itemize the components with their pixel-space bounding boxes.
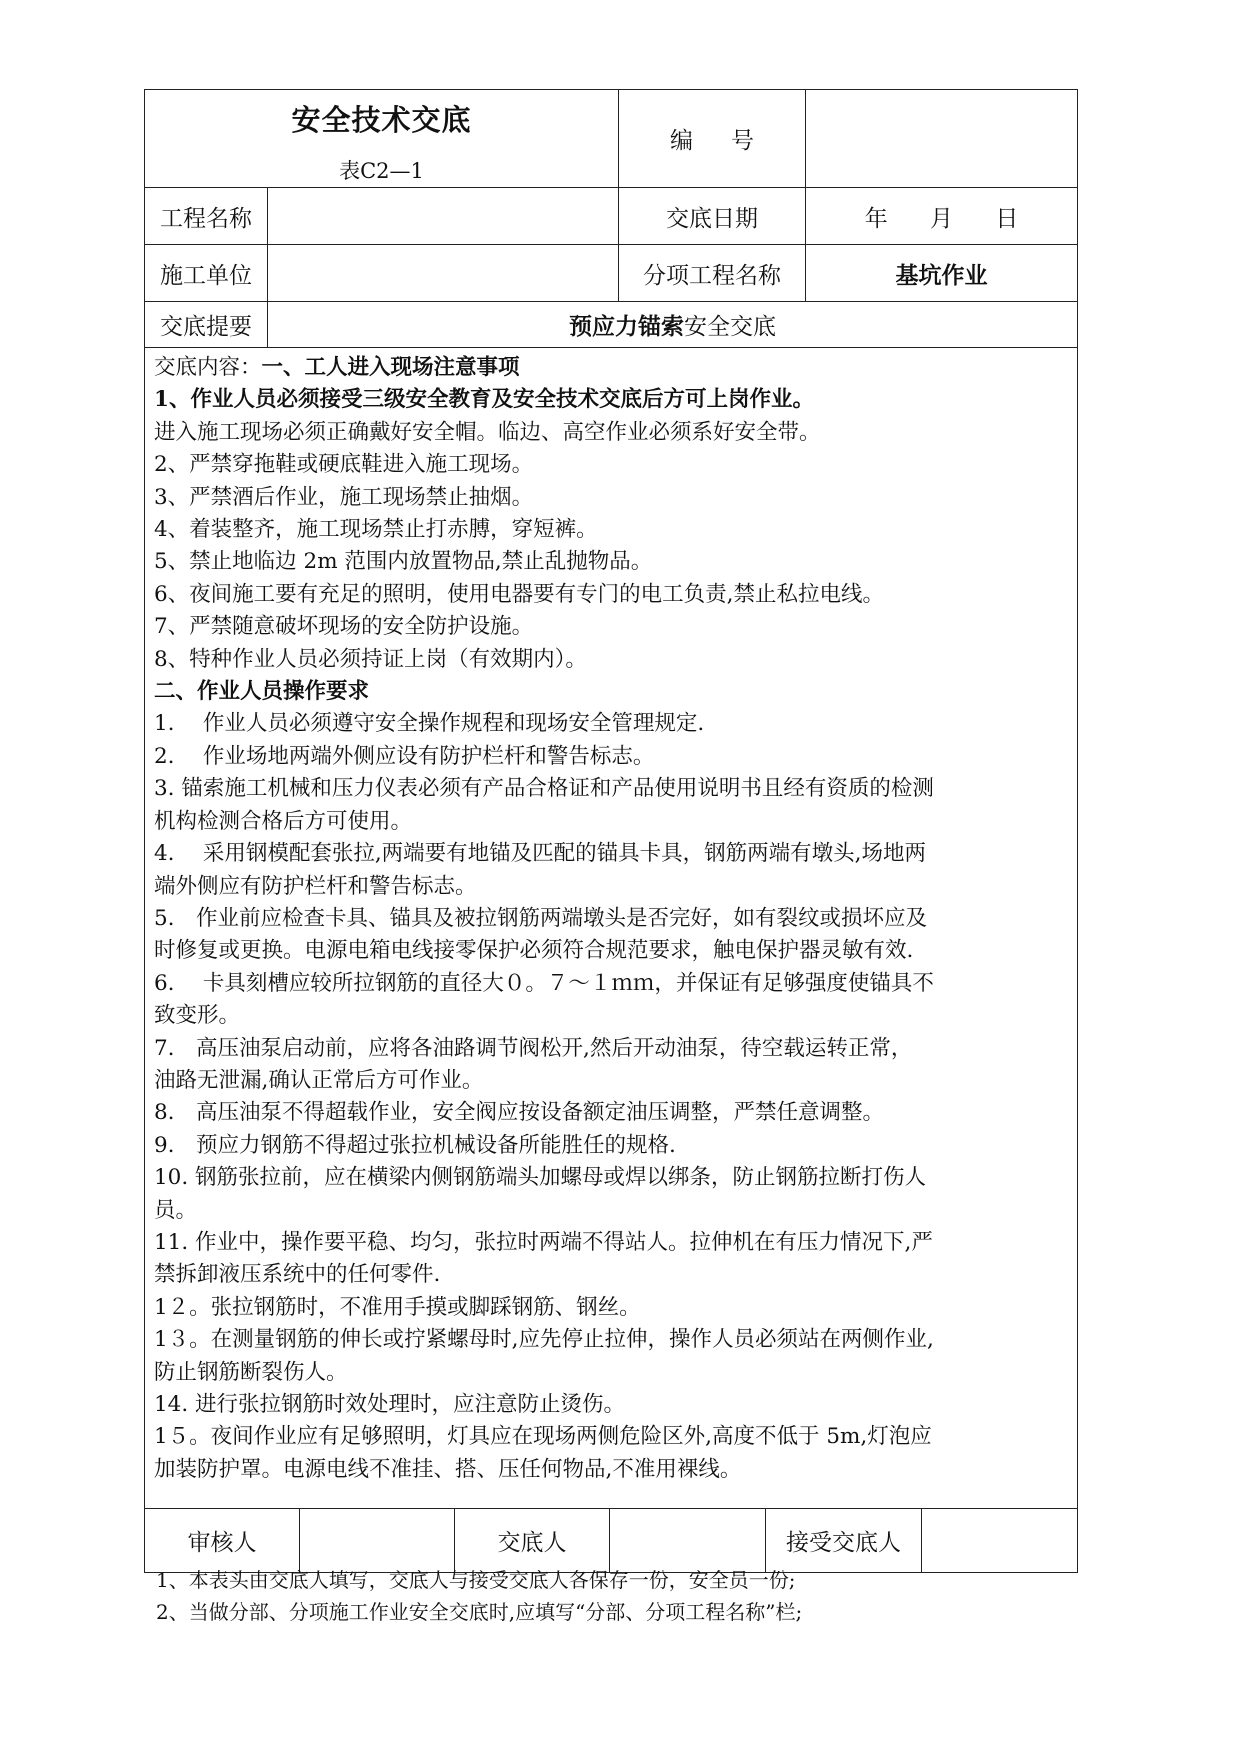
list-item: 2、严禁穿拖鞋或硬底鞋进入施工现场。 bbox=[154, 452, 534, 478]
receiver-label: 接受交底人 bbox=[766, 1508, 922, 1572]
number-field[interactable] bbox=[806, 90, 1078, 188]
list-item: 1. 作业人员必须遵守安全操作规程和现场安全管理规定. bbox=[154, 711, 705, 737]
number-label: 编号 bbox=[619, 90, 806, 188]
unit-field[interactable] bbox=[268, 245, 619, 302]
subproject-label: 分项工程名称 bbox=[619, 245, 806, 302]
list-item: 8、特种作业人员必须持证上岗（有效期内）。 bbox=[154, 646, 587, 672]
list-item: 11. 作业中，操作要平稳、均匀，张拉时两端不得站人。拉伸机在有压力情况下,严 bbox=[154, 1229, 933, 1255]
summary-bold: 预应力锚索 bbox=[569, 313, 684, 340]
list-item: 端外侧应有防护栏杆和警告标志。 bbox=[154, 873, 477, 899]
footnote: 1、本表头由交底人填写，交底人与接受交底人各保存一份，安全员一份; bbox=[156, 1568, 796, 1592]
list-item: 1３。在测量钢筋的伸长或拧紧螺母时,应先停止拉伸，操作人员必须站在两侧作业, bbox=[154, 1327, 934, 1353]
title-cell bbox=[145, 90, 619, 188]
list-item: 14. 进行张拉钢筋时效处理时，应注意防止烫伤。 bbox=[154, 1392, 626, 1417]
reviewer-field[interactable] bbox=[300, 1508, 455, 1572]
list-item: 油路无泄漏,确认正常后方可作业。 bbox=[154, 1067, 484, 1093]
list-item: 3. 锚索施工机械和压力仪表必须有产品合格证和产品使用说明书且经有资质的检测 bbox=[154, 776, 934, 802]
date-field[interactable] bbox=[806, 188, 1078, 245]
footnote: 2、当做分部、分项施工作业安全交底时,应填写“分部、分项工程名称”栏; bbox=[156, 1600, 803, 1624]
list-item: 机构检测合格后方可使用。 bbox=[154, 808, 413, 834]
list-item: 1５。夜间作业应有足够照明，灯具应在现场两侧危险区外,高度不低于 5m,灯泡应 bbox=[154, 1424, 932, 1450]
list-item: 5、禁止地临边 2m 范围内放置物品,禁止乱抛物品。 bbox=[154, 549, 653, 575]
date-year: 年 bbox=[864, 205, 888, 232]
date-label: 交底日期 bbox=[619, 188, 806, 245]
subproject-value: 基坑作业 bbox=[806, 245, 1078, 302]
date-day: 日 bbox=[995, 205, 1019, 232]
section-1-title: 一、工人进入现场注意事项 bbox=[261, 355, 520, 380]
list-item: 1２。张拉钢筋时，不准用手摸或脚踩钢筋、钢丝。 bbox=[154, 1294, 641, 1320]
form-title: 安全技术交底 bbox=[291, 103, 472, 137]
list-item: 6、夜间施工要有充足的照明，使用电器要有专门的电工负责,禁止私拉电线。 bbox=[154, 581, 885, 607]
list-item: 禁拆卸液压系统中的任何零件. bbox=[154, 1262, 441, 1288]
form-code: 表C2—1 bbox=[339, 159, 424, 183]
list-item: 4. 采用钢模配套张拉,两端要有地锚及匹配的锚具卡具，钢筋两端有墩头,场地两 bbox=[154, 841, 927, 867]
discloser-label: 交底人 bbox=[455, 1508, 610, 1572]
summary-label: 交底提要 bbox=[145, 302, 268, 348]
form-table bbox=[144, 89, 1078, 1509]
section-2-title: 二、作业人员操作要求 bbox=[154, 679, 370, 705]
list-item: 6. 卡具刻槽应较所拉钢筋的直径大０。７～１ｍｍ，并保证有足够强度使锚具不 bbox=[154, 970, 934, 996]
list-item: 4、着装整齐，施工现场禁止打赤膊，穿短裤。 bbox=[154, 517, 598, 543]
reviewer-label: 审核人 bbox=[145, 1508, 300, 1572]
list-item: 5. 作业前应检查卡具、锚具及被拉钢筋两端墩头是否完好，如有裂纹或损坏应及 bbox=[154, 905, 928, 931]
list-item: 8. 高压油泵不得超载作业，安全阀应按设备额定油压调整，严禁任意调整。 bbox=[154, 1100, 885, 1126]
date-month: 月 bbox=[930, 205, 954, 232]
project-name-field[interactable] bbox=[268, 188, 619, 245]
list-item: 时修复或更换。电源电箱电线接零保护必须符合规范要求，触电保护器灵敏有效. bbox=[154, 938, 914, 964]
list-item: 10. 钢筋张拉前，应在横梁内侧钢筋端头加螺母或焊以绑条，防止钢筋拉断打伤人 bbox=[154, 1165, 927, 1191]
list-item: 进入施工现场必须正确戴好安全帽。临边、高空作业必须系好安全带。 bbox=[154, 419, 821, 445]
summary-value bbox=[268, 302, 1078, 348]
summary-rest: 安全交底 bbox=[684, 314, 776, 340]
unit-label: 施工单位 bbox=[145, 245, 268, 302]
list-item: 7、严禁随意破坏现场的安全防护设施。 bbox=[154, 614, 534, 640]
intro-label: 交底内容： bbox=[154, 355, 262, 380]
list-item: 致变形。 bbox=[154, 1003, 241, 1029]
discloser-field[interactable] bbox=[610, 1508, 766, 1572]
list-item: 防止钢筋断裂伤人。 bbox=[154, 1359, 348, 1385]
list-item: 9. 预应力钢筋不得超过张拉机械设备所能胜任的规格. bbox=[154, 1132, 676, 1158]
signature-table bbox=[144, 1508, 1078, 1573]
footnotes bbox=[156, 1564, 1076, 1628]
safety-disclosure-form bbox=[144, 89, 1077, 1573]
list-item: 加装防护罩。电源电线不准挂、搭、压任何物品,不准用裸线。 bbox=[154, 1456, 742, 1482]
list-item: 7. 高压油泵启动前，应将各油路调节阀松开,然后开动油泵，待空载运转正常， bbox=[154, 1035, 913, 1061]
list-item: 2. 作业场地两端外侧应设有防护栏杆和警告标志。 bbox=[154, 743, 655, 769]
project-name-label: 工程名称 bbox=[145, 188, 268, 245]
list-item: 3、严禁酒后作业，施工现场禁止抽烟。 bbox=[154, 484, 534, 510]
disclosure-content bbox=[145, 348, 1078, 1509]
list-item: 员。 bbox=[154, 1197, 198, 1223]
receiver-field[interactable] bbox=[922, 1508, 1078, 1572]
list-item: 1、作业人员必须接受三级安全教育及安全技术交底后方可上岗作业。 bbox=[154, 387, 814, 413]
section-1-heading bbox=[154, 352, 1069, 384]
